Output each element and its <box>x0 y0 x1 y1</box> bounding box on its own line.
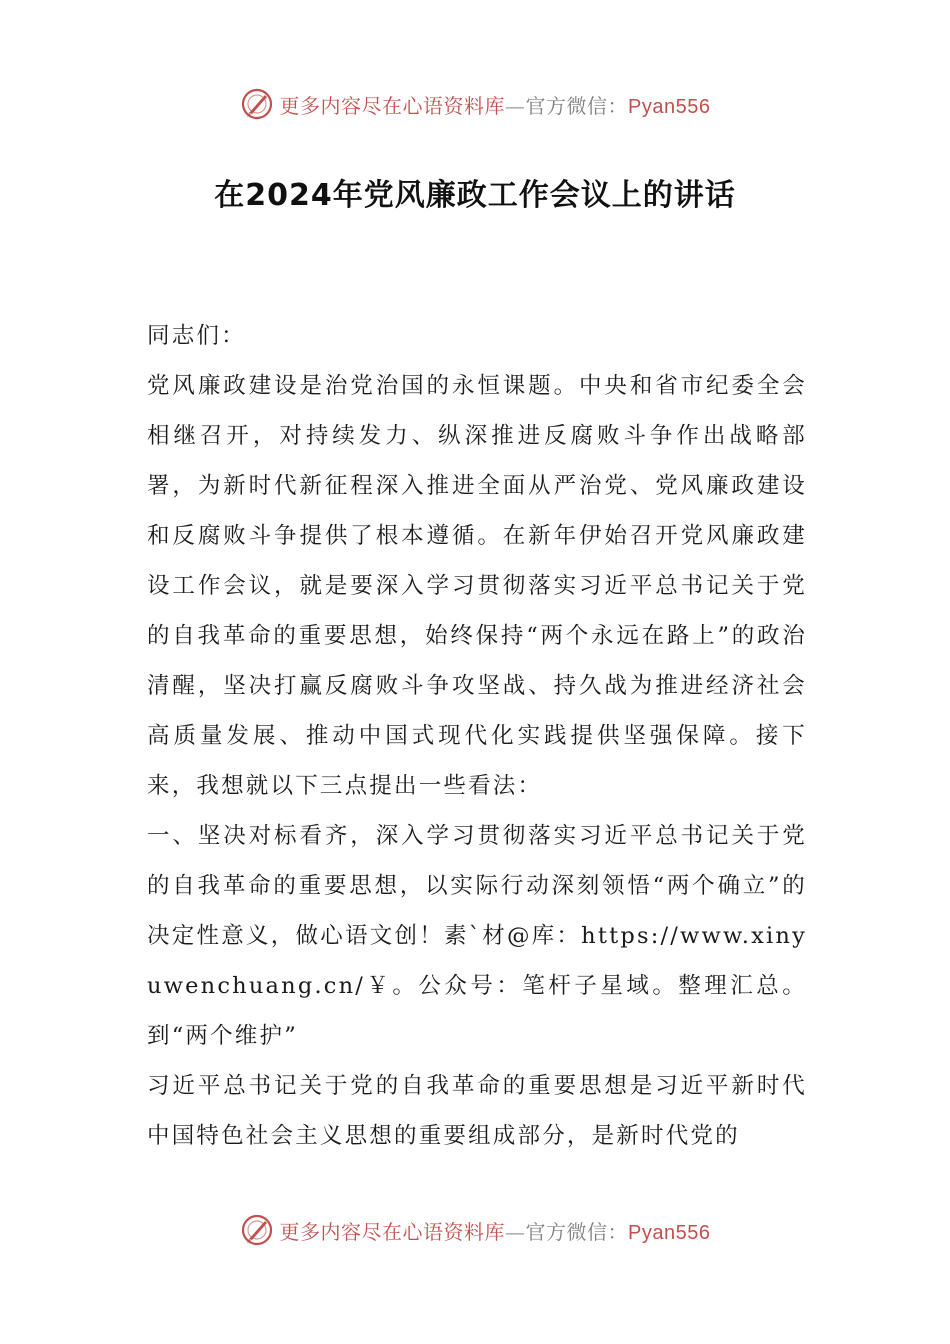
document-body <box>147 311 807 1161</box>
watermark-text <box>280 1216 711 1245</box>
header-watermark-banner <box>0 84 950 124</box>
wechat-label: 官方微信： <box>525 93 629 118</box>
watermark-text <box>280 90 711 119</box>
salutation: 同志们： <box>147 323 246 349</box>
document-title: 在2024年党风廉政工作会议上的讲话 <box>214 178 736 213</box>
separator: — <box>505 1219 526 1244</box>
paragraph: 一、坚决对标看齐，深入学习贯彻落实习近平总书记关于党的自我革命的重要思想，以实际行动深刻领悟“两个确立”的决定性意义，做心语文创！素`材@库：https://www.xinyuwenchuang.cn/￥。公众号：笔杆子星域。整理汇总。到“两个维护” <box>147 823 807 1049</box>
wechat-id: Pyan556 <box>628 95 711 118</box>
brand-text: 更多内容尽在心语资料库 <box>279 93 506 118</box>
brand-text: 更多内容尽在心语资料库 <box>279 1219 506 1244</box>
wechat-id: Pyan556 <box>628 1221 711 1244</box>
wechat-label: 官方微信： <box>525 1219 629 1244</box>
footer-watermark-banner <box>0 1210 950 1250</box>
quill-pen-circle-icon <box>240 1213 274 1247</box>
paragraph: 党风廉政建设是治党治国的永恒课题。中央和省市纪委全会相继召开，对持续发力、纵深推进反腐败斗争作出战略部署，为新时代新征程深入推进全面从严治党、党风廉政建设和反腐败斗争提供了根本遵循。在新年伊始召开党风廉政建设工作会议，就是要深入学习贯彻落实习近平总书记关于党的自我革命的重要思想，始终保持“两个永远在路上”的政治清醒，坚决打赢反腐败斗争攻坚战、持久战为推进经济社会高质量发展、推动中国式现代化实践提供坚强保障。接下来，我想就以下三点提出一些看法： <box>147 373 807 799</box>
paragraph: 习近平总书记关于党的自我革命的重要思想是习近平新时代中国特色社会主义思想的重要组成部分，是新时代党的 <box>147 1073 807 1149</box>
quill-pen-circle-icon <box>240 87 274 121</box>
separator: — <box>505 93 526 118</box>
